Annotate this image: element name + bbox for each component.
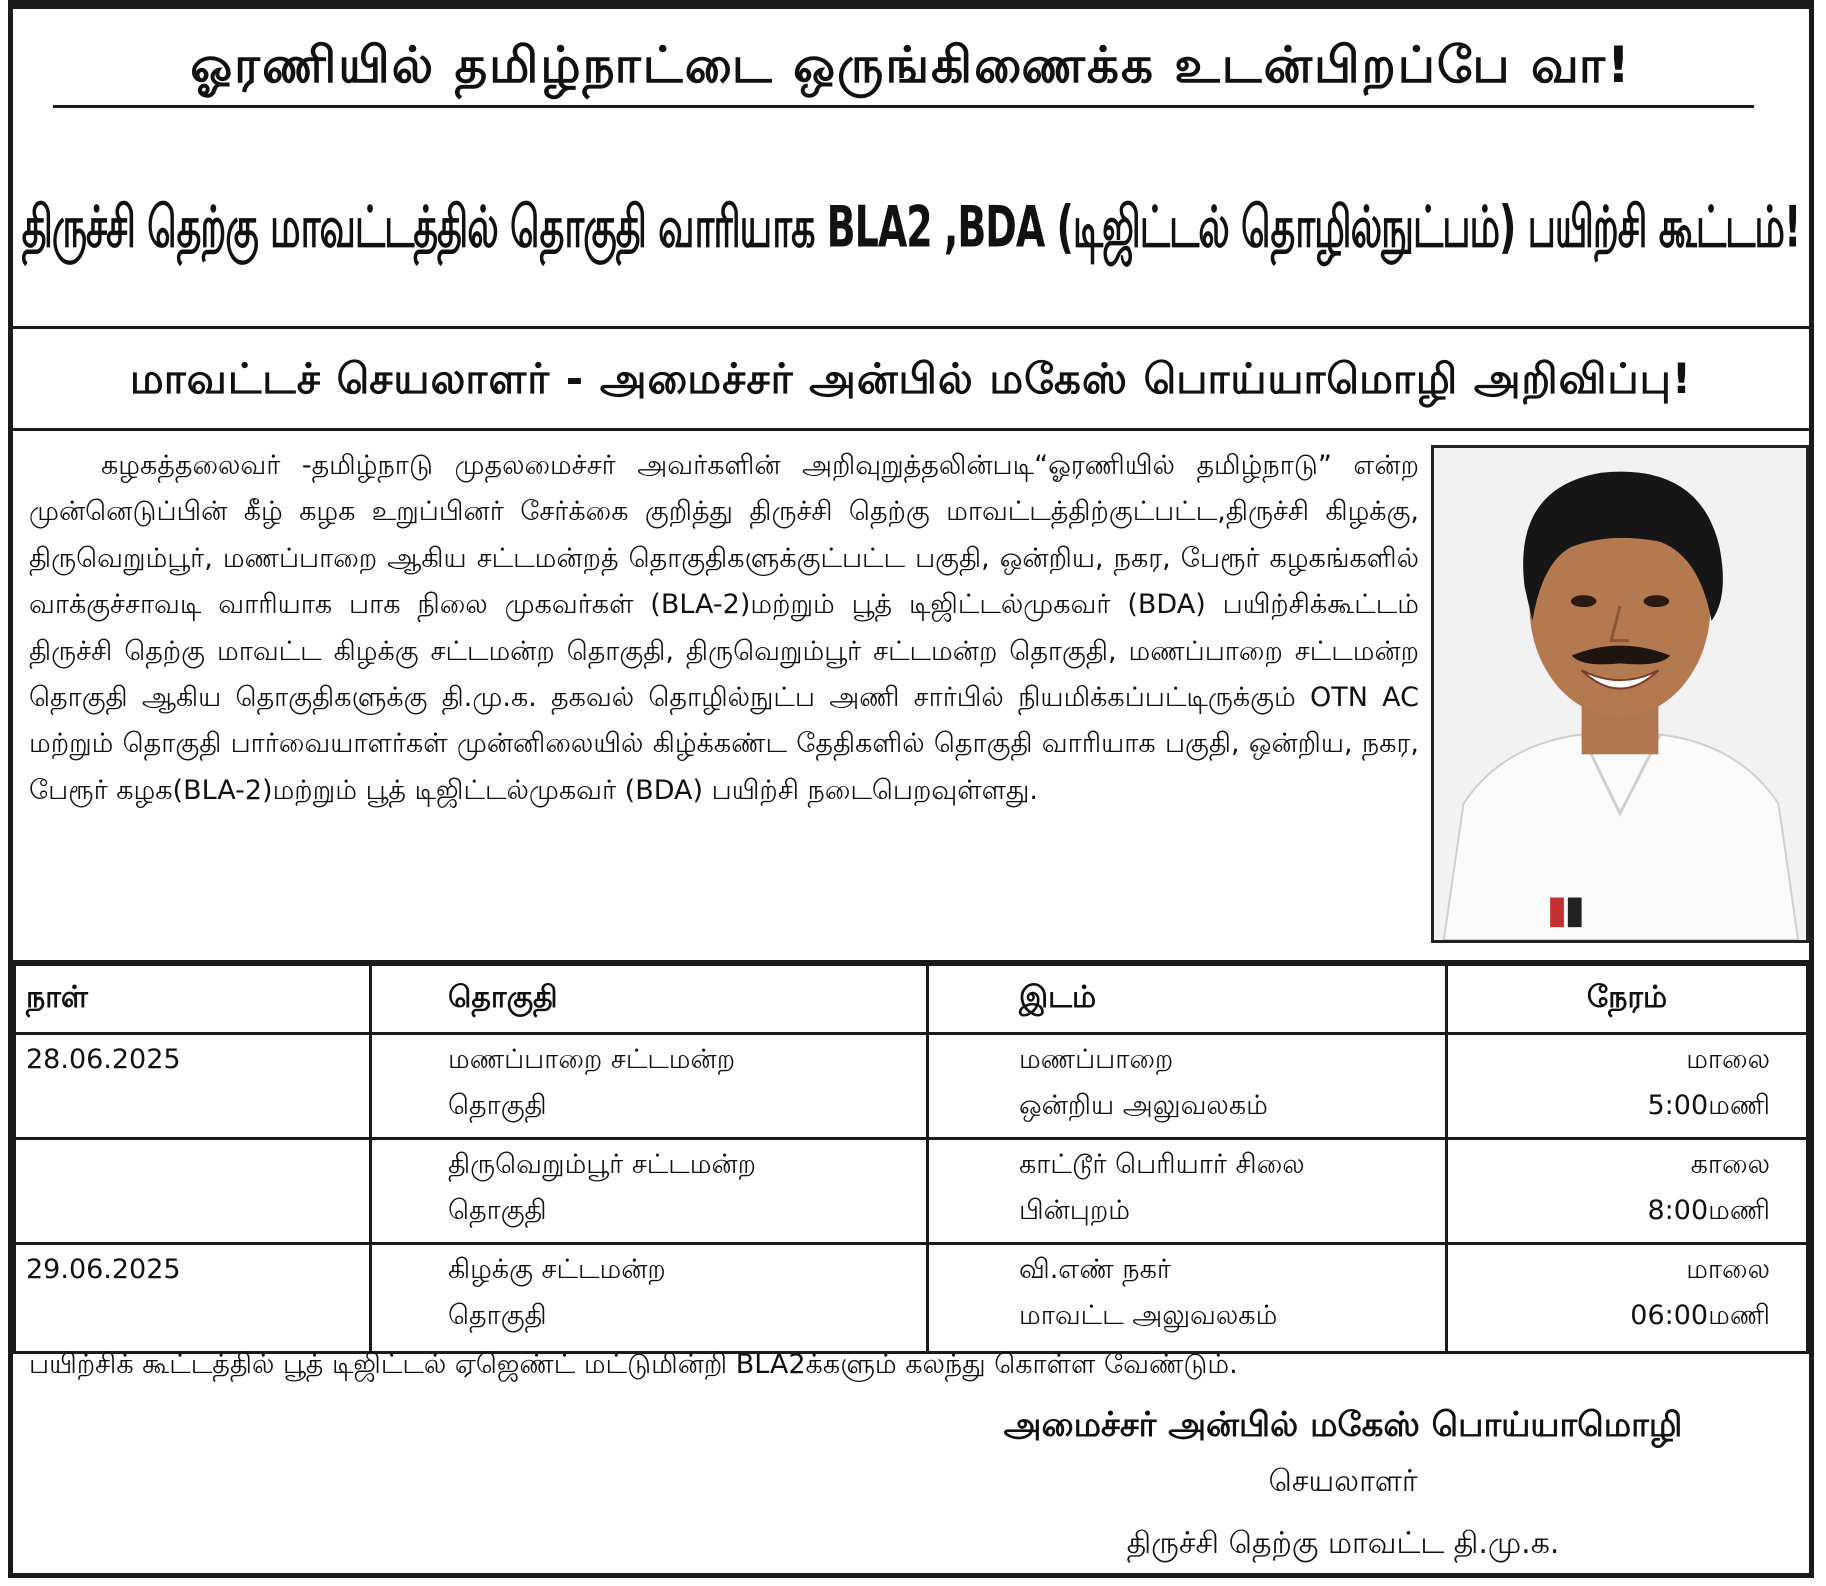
table-row <box>15 1139 1808 1244</box>
header-constituency: தொகுதி <box>371 965 928 1034</box>
header-date: நாள் <box>15 965 371 1034</box>
venue-line: பின்புறம் <box>1019 1195 1131 1226</box>
signatory-organization: திருச்சி தெற்கு மாவட்ட தி.மு.க. <box>1126 1526 1560 1561</box>
notice-page <box>8 0 1814 1578</box>
header-venue: இடம் <box>928 965 1447 1034</box>
slogan-underline <box>53 105 1754 108</box>
row-constituency <box>371 1139 928 1244</box>
slogan-text: ஓரணியில் தமிழ்நாட்டை ஒருங்கிணைக்க உடன்பிறப்பே வா! <box>190 36 1632 94</box>
constituency-line: தொகுதி <box>448 1090 547 1121</box>
headline-text: திருச்சி தெற்கு மாவட்டத்தில் தொகுதி வாரியாக BLA2 ,BDA (டிஜிட்டல் தொழில்நுட்பம்) பயிற்சி கூட்டம்! <box>21 194 1801 260</box>
row-time <box>1447 1244 1808 1353</box>
row-venue <box>928 1034 1447 1139</box>
table-row <box>15 1034 1808 1139</box>
venue-line: மணப்பாறை <box>1019 1044 1174 1075</box>
constituency-line: கிழக்கு சட்டமன்ற <box>448 1254 666 1285</box>
notice-paragraph: கழகத்தலைவர் -தமிழ்நாடு முதலமைச்சர் அவர்களின் அறிவுறுத்தலின்படி“ஓரணியில் தமிழ்நாடு” என்ற முன்னெடுப்பின் கீழ் கழக உறுப்பினர் சேர்க்கை குறித்து திருச்சி தெற்கு மாவட்டத்திற்குட்பட்ட,திருச்சி கிழக்கு, திருவெறும்பூர், மணப்பாறை ஆகிய சட்டமன்றத் தொகுதிகளுக்குட்பட்ட பகுதி, ஒன்றிய, நகர, பேரூர் கழகங்களில் வாக்குச்சாவடி வாரியாக பாக நிலை முகவர்கள் (BLA-2)மற்றும் பூத் டிஜிட்டல்முகவர் (BDA) பயிற்சிக்கூட்டம் திருச்சி தெற்கு மாவட்ட கிழக்கு சட்டமன்ற தொகுதி, திருவெறும்பூர் சட்டமன்ற தொகுதி, மணப்பாறை சட்டமன்ற தொகுதி ஆகிய தொகுதிகளுக்கு தி.மு.க. தகவல் தொழில்நுட்ப அணி சார்பில் நியமிக்கப்பட்டிருக்கும் OTN AC மற்றும் தொகுதி பார்வையாளர்கள் முன்னிலையில் கிழ்க்கண்ட தேதிகளில் தொகுதி வாரியாக பகுதி, ஒன்றிய, நகர, பேரூர் கழக(BLA-2)மற்றும் பூத் டிஜிட்டல்முகவர் (BDA) பயிற்சி நடைபெறவுள்ளது. <box>29 450 1419 806</box>
time-value: 8:00மணி <box>1647 1195 1770 1226</box>
header-time: நேரம் <box>1447 965 1808 1034</box>
subheadline-text: மாவட்டச் செயலாளர் - அமைச்சர் அன்பில் மகேஸ் பொய்யாமொழி அறிவிப்பு! <box>129 354 1693 403</box>
time-period: மாலை <box>1686 1254 1770 1285</box>
headline-banner <box>13 139 1809 329</box>
venue-line: வி.எண் நகர் <box>1019 1254 1172 1285</box>
time-period: காலை <box>1690 1149 1770 1180</box>
row-time <box>1447 1034 1808 1139</box>
portrait-illustration <box>1434 448 1806 940</box>
row-date <box>15 1034 371 1139</box>
constituency-line: திருவெறும்பூர் சட்டமன்ற <box>448 1149 757 1180</box>
attendance-note: பயிற்சிக் கூட்டத்தில் பூத் டிஜிட்டல் ஏஜெண்ட் மட்டுமின்றி BLA2க்களும் கலந்து கொள்ள வேண்டும். <box>29 1349 1238 1380</box>
row-date <box>15 1244 371 1353</box>
time-value: 5:00மணி <box>1647 1090 1770 1121</box>
time-value: 06:00மணி <box>1630 1300 1770 1331</box>
table-header-row <box>15 965 1808 1034</box>
notice-body <box>13 431 1809 963</box>
constituency-line: தொகுதி <box>448 1195 547 1226</box>
row-constituency <box>371 1244 928 1353</box>
row-date <box>15 1139 371 1244</box>
venue-line: ஒன்றிய அலுவலகம் <box>1019 1090 1268 1121</box>
date-text: 28.06.2025 <box>26 1044 181 1075</box>
venue-line: காட்டூர் பெரியார் சிலை <box>1019 1149 1305 1180</box>
row-time <box>1447 1139 1808 1244</box>
minister-photo <box>1431 445 1809 943</box>
date-text: 29.06.2025 <box>26 1254 181 1285</box>
row-constituency <box>371 1034 928 1139</box>
constituency-line: மணப்பாறை சட்டமன்ற <box>448 1044 736 1075</box>
signatory-name: அமைச்சர் அன்பில் மகேஸ் பொய்யாமொழி <box>1003 1405 1683 1445</box>
table-row <box>15 1244 1808 1353</box>
schedule-table <box>13 963 1809 1354</box>
constituency-line: தொகுதி <box>448 1300 547 1331</box>
time-period: மாலை <box>1686 1044 1770 1075</box>
row-venue <box>928 1244 1447 1353</box>
row-venue <box>928 1139 1447 1244</box>
subheadline-banner <box>13 329 1809 431</box>
slogan-banner <box>13 9 1809 133</box>
signatory-title: செயலாளர் <box>1268 1464 1418 1499</box>
venue-line: மாவட்ட அலுவலகம் <box>1019 1300 1278 1331</box>
